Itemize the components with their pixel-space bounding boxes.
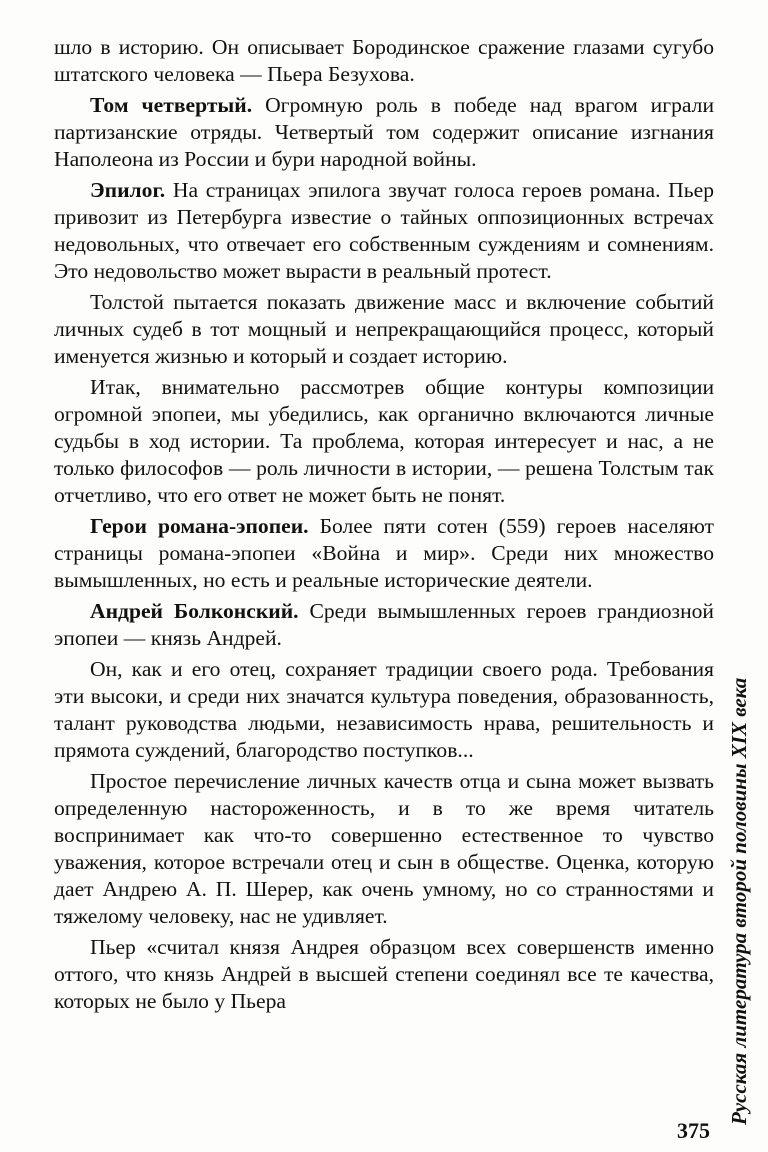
paragraph-2-text: Огромную роль в победе над врагом играли партизанские отряды. Четвертый том содержит описание изгнания Наполеона из России и бури народной войны. <box>54 93 714 171</box>
paragraph-8 <box>54 656 714 764</box>
paragraph-7-text: Среди вымышленных героев грандиозной эпопеи — князь Андрей. <box>54 599 714 650</box>
paragraph-2-heading: Том четвертый. <box>90 93 253 117</box>
paragraph-1 <box>54 34 714 88</box>
paragraph-5 <box>54 374 714 509</box>
body-text <box>54 34 714 1019</box>
paragraph-10 <box>54 934 714 1015</box>
paragraph-5-text: Итак, внимательно рассмотрев общие контуры композиции огромной эпопеи, мы убедились, как органично включаются личные судьбы в ход истории. Та проблема, которая интересует и нас, а не только философов — роль личности в истории, — решена Толстым так отчетливо, что его ответ не может быть не понят. <box>54 375 714 507</box>
paragraph-3 <box>54 177 714 285</box>
paragraph-9 <box>54 768 714 930</box>
paragraph-6-heading: Герои романа-эпопеи. <box>90 514 309 538</box>
page-number: 375 <box>677 1118 710 1143</box>
paragraph-4 <box>54 289 714 370</box>
paragraph-7 <box>54 598 714 652</box>
paragraph-9-text: Простое перечисление личных качеств отца и сына может вызвать определенную настороженность, и в то же время читатель воспринимает как что-то совершенно естественное то чувство уважения, которое встречали отец и сын в обществе. Оценка, которую дает Андрею А. П. Шерер, как очень умному, но со странностями и тяжелому человеку, нас не удивляет. <box>54 769 714 928</box>
paragraph-4-text: Толстой пытается показать движение масс и включение событий личных судеб в тот мощный и непрекращающийся процесс, который именуется жизнью и который и создает историю. <box>54 290 714 368</box>
paragraph-6-text: Более пяти сотен (559) героев населяют страницы романа-эпопеи «Война и мир». Среди них множество вымышленных, но есть и реальные исторические деятели. <box>54 514 714 592</box>
paragraph-8-text: Он, как и его отец, сохраняет традиции своего рода. Требования эти высоки, и среди них значатся культура поведения, образованность, талант руководства людьми, независимость нрава, решительность и прямота суждений, благородство поступков... <box>54 657 714 762</box>
paragraph-3-text: На страницах эпилога звучат голоса героев романа. Пьер привозит из Петербурга известие о тайных оппозиционных встречах недовольных, что отвечает его собственным суждениям и сомнениям. Это недовольство может вырасти в реальный протест. <box>54 178 714 283</box>
paragraph-10-text: Пьер «считал князя Андрея образцом всех совершенств именно оттого, что князь Андрей в высшей степени соединял все те качества, которых не было у Пьера <box>54 935 714 1013</box>
paragraph-7-heading: Андрей Болконский. <box>90 599 299 623</box>
running-title-vertical: Русская литература второй половины XIX века <box>727 677 751 1125</box>
paragraph-1-text: шло в историю. Он описывает Бородинское сражение глазами сугубо штатского человека — Пьера Безухова. <box>54 35 714 86</box>
paragraph-6 <box>54 513 714 594</box>
paragraph-2 <box>54 92 714 173</box>
paragraph-3-heading: Эпилог. <box>90 178 166 202</box>
